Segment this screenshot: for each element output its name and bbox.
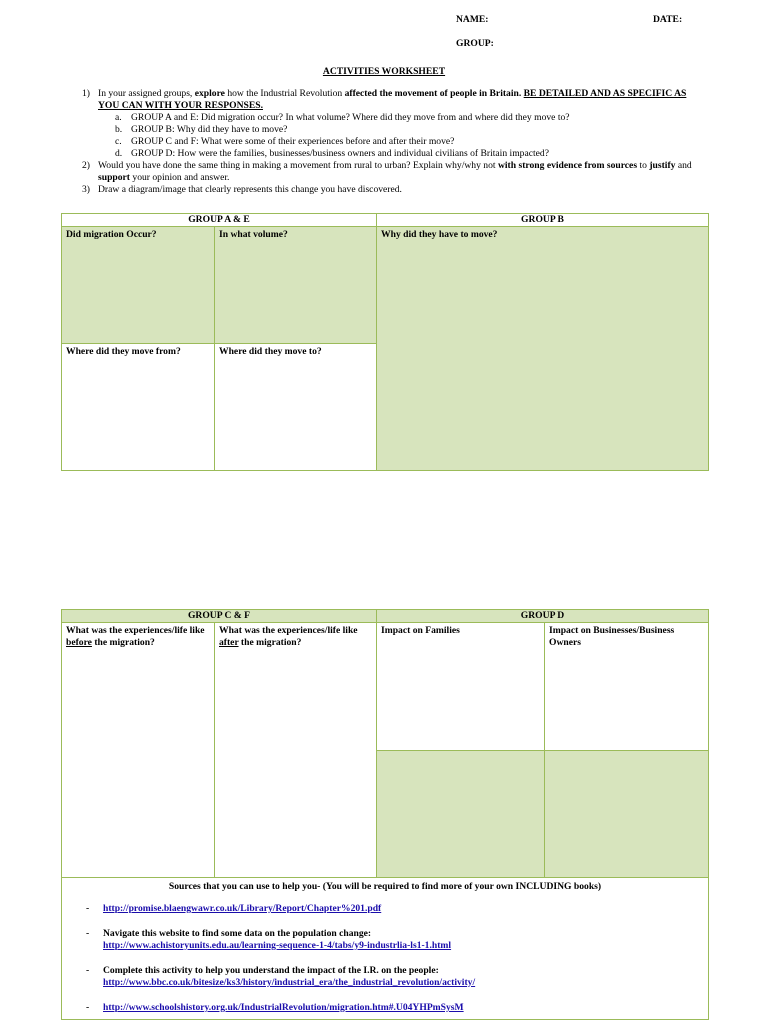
business-answer-cell[interactable] — [545, 751, 709, 878]
group-cf-d-table — [61, 609, 709, 1020]
instruction-number: 3) — [82, 183, 90, 195]
list-item: c. GROUP C and F: What were some of their experiences before and after their move? — [115, 135, 455, 147]
date-label: DATE: — [653, 14, 683, 25]
emphasis-text: BE DETAILED AND AS SPECIFIC AS YOU CAN WITH YOUR RESPONSES. — [98, 88, 687, 111]
group-questions-list — [115, 112, 707, 160]
list-item: - http://promise.blaengwawr.co.uk/Library/Report/Chapter%201.pdf — [86, 902, 382, 914]
list-item: a. GROUP A and E: Did migration occur? In what volume? Where did they move from and where did they move to? — [115, 111, 570, 123]
instruction-number: 2) — [82, 159, 90, 171]
group-label: GROUP: — [456, 38, 494, 49]
group-ae-b-table — [61, 213, 709, 471]
sources-cell — [62, 878, 709, 1020]
list-item: - http://www.schoolshistory.org.uk/IndustrialRevolution/migration.htm#.U04YHPmSysM — [86, 1001, 464, 1013]
instruction-2: 2) Would you have done the same thing in making a movement from rural to urban? Explain why/why not with strong evidence from sources to justify and support your opinion and answer. — [82, 159, 692, 183]
move-from-cell[interactable]: Where did they move from? — [62, 344, 215, 471]
impact-families-cell[interactable]: Impact on Families — [377, 623, 545, 751]
sources-heading: Sources that you can use to help you- (You will be required to find more of your own INCLUDING books) — [168, 881, 602, 892]
list-item: d. GROUP D: How were the families, businesses/business owners and individual civilians of Britain impacted? — [115, 147, 549, 159]
source-link[interactable]: http://www.achistoryunits.edu.au/learning-sequence-1-4/tabs/y9-industrlia-ls1-1.html — [103, 939, 452, 951]
why-move-cell[interactable]: Why did they have to move? — [377, 227, 709, 471]
instruction-number: 1) — [82, 88, 90, 99]
list-item: b. GROUP B: Why did they have to move? — [115, 123, 288, 135]
move-to-cell[interactable]: Where did they move to? — [215, 344, 377, 471]
group-d-header: GROUP D — [377, 610, 709, 623]
sources-list — [66, 903, 704, 1014]
source-link[interactable]: http://promise.blaengwawr.co.uk/Library/Report/Chapter%201.pdf — [103, 902, 382, 914]
families-answer-cell[interactable] — [377, 751, 545, 878]
source-note: Navigate this website to find some data on the population change: — [103, 927, 372, 939]
source-link[interactable]: http://www.bbc.co.uk/bitesize/ks3/history/industrial_era/the_industrial_revolution/activity/ — [103, 976, 476, 988]
name-label: NAME: — [456, 14, 489, 25]
instruction-3: 3) Draw a diagram/image that clearly represents this change you have discovered. — [82, 183, 402, 195]
group-ae-header: GROUP A & E — [62, 214, 377, 227]
did-migration-cell[interactable]: Did migration Occur? — [62, 227, 215, 344]
source-note: Complete this activity to help you understand the impact of the I.R. on the people: — [103, 964, 439, 976]
worksheet-title: ACTIVITIES WORKSHEET — [322, 66, 446, 77]
what-volume-cell[interactable]: In what volume? — [215, 227, 377, 344]
group-b-header: GROUP B — [377, 214, 709, 227]
source-link[interactable]: http://www.schoolshistory.org.uk/IndustrialRevolution/migration.htm#.U04YHPmSysM — [103, 1001, 464, 1013]
list-item: - Navigate this website to find some data on the population change: http://www.achistoryunits.edu.au/learning-sequence-1-4/tabs/y9-industrlia-ls1-1.html — [86, 928, 704, 952]
instruction-1: 1) In your assigned groups, explore how the Industrial Revolution affected the movement of people in Britain. BE DETAILED AND AS SPECIFIC AS YOU CAN WITH YOUR RESPONSES. a. GROUP A and E: Did migration occur? In what volume? Where did they move from and where did they move to? b. GROUP B: Why did they have to move? c. GROUP C and F: What were some of their experiences before and after their move? d. GROUP D: How were the families, businesses/business owners and individual civilians of Britain impacted? — [82, 88, 707, 160]
list-item: - Complete this activity to help you understand the impact of the I.R. on the people: http://www.bbc.co.uk/bitesize/ks3/history/industrial_era/the_industrial_revolution/activity/ — [86, 965, 704, 989]
impact-business-cell[interactable]: Impact on Businesses/Business Owners — [545, 623, 709, 751]
group-cf-header: GROUP C & F — [62, 610, 377, 623]
instructions-list — [82, 88, 707, 196]
after-migration-cell[interactable]: What was the experiences/life like after the migration? — [215, 623, 377, 878]
before-migration-cell[interactable]: What was the experiences/life like before the migration? — [62, 623, 215, 878]
